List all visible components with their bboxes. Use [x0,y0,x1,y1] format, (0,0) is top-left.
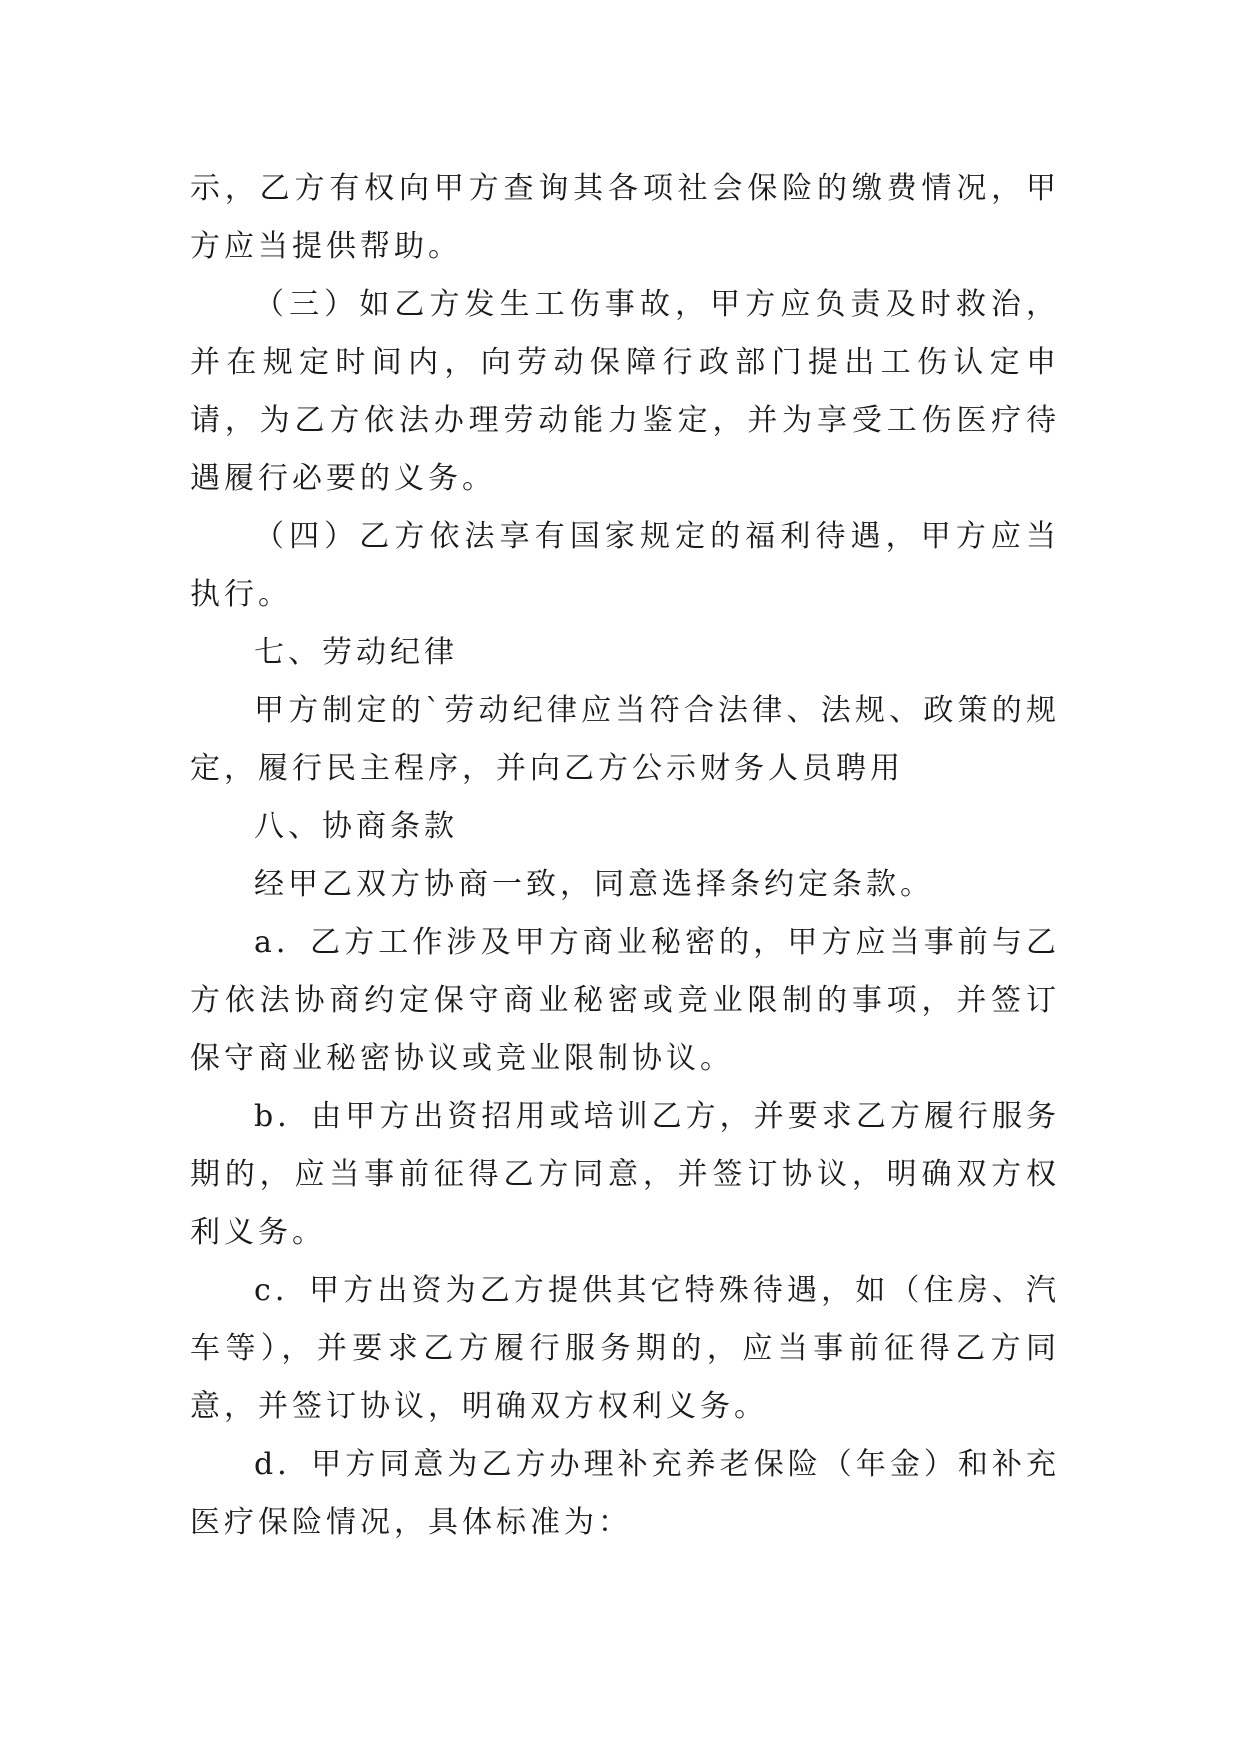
clause-c-special-benefits: c．甲方出资为乙方提供其它特殊待遇，如（住房、汽车等），并要求乙方履行服务期的，应当事前征得乙方同意，并签订协议，明确双方权利义务。 [190,1273,1060,1424]
paragraph-labor-discipline: 甲方制定的`劳动纪律应当符合法律、法规、政策的规定，履行民主程序，并向乙方公示财务人员聘用 [190,693,1060,786]
clause-a-trade-secrets: a．乙方工作涉及甲方商业秘密的，甲方应当事前与乙方依法协商约定保守商业秘密或竞业限制的事项，并签订保守商业秘密协议或竞业限制协议。 [190,925,1060,1076]
document-body [190,160,1060,1552]
paragraph-welfare: （四）乙方依法享有国家规定的福利待遇，甲方应当执行。 [190,519,1060,612]
paragraph-social-insurance-continued: 示，乙方有权向甲方查询其各项社会保险的缴费情况，甲方应当提供帮助。 [190,171,1060,264]
heading-labor-discipline: 七、劳动纪律 [254,635,458,670]
clause-d-supplementary-insurance: d．甲方同意为乙方办理补充养老保险（年金）和补充医疗保险情况，具体标准为： [190,1447,1060,1540]
heading-negotiated-terms: 八、协商条款 [254,809,458,844]
paragraph-negotiated-intro: 经甲乙双方协商一致，同意选择条约定条款。 [254,867,934,902]
clause-b-training: b．由甲方出资招用或培训乙方，并要求乙方履行服务期的，应当事前征得乙方同意，并签订协议，明确双方权利义务。 [190,1099,1060,1250]
paragraph-work-injury: （三）如乙方发生工伤事故，甲方应负责及时救治，并在规定时间内，向劳动保障行政部门提出工伤认定申请，为乙方依法办理劳动能力鉴定，并为享受工伤医疗待遇履行必要的义务。 [190,287,1060,496]
